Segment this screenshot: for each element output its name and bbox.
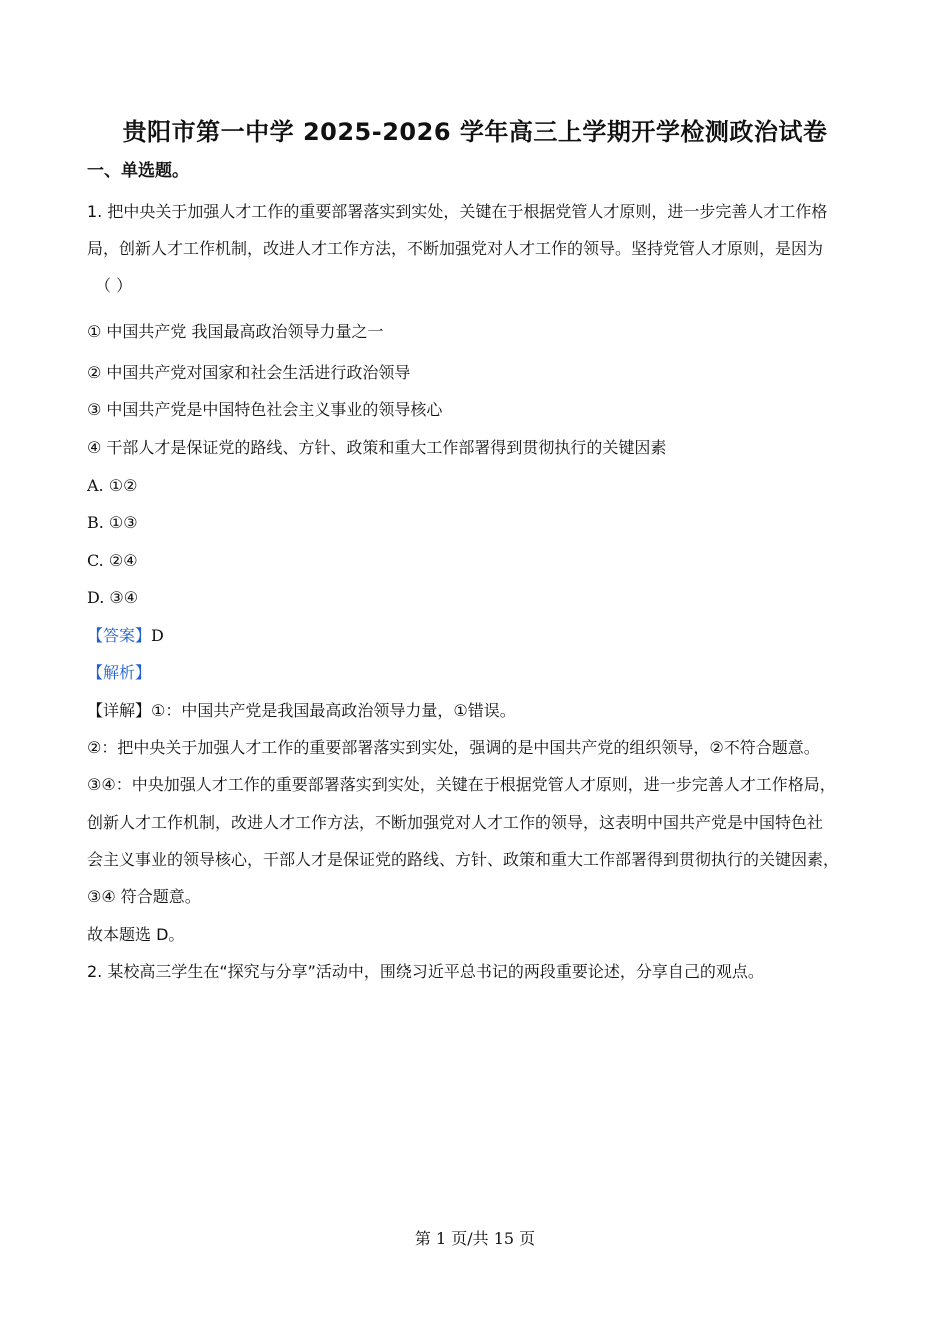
document-title: 贵阳市第一中学 2025-2026 学年高三上学期开学检测政治试卷 — [122, 118, 828, 146]
detail-row-1 — [87, 700, 877, 722]
page-footer: 第 1 页/共 15 页 — [414, 1229, 536, 1248]
conclusion: 故本题选 D。 — [87, 925, 185, 944]
option-b: B. ①③ — [87, 513, 138, 532]
detail-line-1: ①：中国共产党是我国最高政治领导力量，①错误。 — [151, 701, 516, 720]
detail-line-4: 创新人才工作机制，改进人才工作方法，不断加强党对人才工作的领导，这表明中国共产党是中国特色社 — [87, 813, 824, 832]
answer-label: 【答案】 — [87, 626, 152, 645]
option-c: C. ②④ — [87, 551, 138, 570]
analysis-label: 【解析】 — [87, 663, 152, 682]
option-a: A. ①② — [87, 476, 138, 495]
statement-3: ③ 中国共产党是中国特色社会主义事业的领导核心 — [87, 400, 443, 419]
statement-1: ① 中国共产党 我国最高政治领导力量之一 — [87, 322, 384, 341]
question-1-stem-line-1: 1. 把中央关于加强人才工作的重要部署落实到实处，关键在于根据党管人才原则，进一步完善人才工作格 — [87, 202, 828, 221]
question-2-stem-line-1: 2. 某校高三学生在“探究与分享”活动中，围绕习近平总书记的两段重要论述，分享自己的观点。 — [87, 962, 764, 981]
detail-line-2: ②：把中央关于加强人才工作的重要部署落实到实处，强调的是中国共产党的组织领导，②不符合题意。 — [87, 738, 820, 757]
option-d: D. ③④ — [87, 588, 139, 607]
section-heading: 一、单选题。 — [87, 161, 189, 181]
answer-row — [87, 625, 877, 647]
statement-2: ② 中国共产党对国家和社会生活进行政治领导 — [87, 363, 411, 382]
answer-value: D — [151, 626, 164, 645]
detail-line-6: ③④ 符合题意。 — [87, 887, 201, 906]
statement-4: ④ 干部人才是保证党的路线、方针、政策和重大工作部署得到贯彻执行的关键因素 — [87, 438, 667, 457]
detail-label: 【详解】 — [87, 701, 152, 720]
question-1-answer-blank: （ ） — [95, 276, 133, 295]
detail-line-3: ③④：中央加强人才工作的重要部署落实到实处，关键在于根据党管人才原则，进一步完善人才工作格局， — [87, 775, 836, 794]
detail-line-5: 会主义事业的领导核心，干部人才是保证党的路线、方针、政策和重大工作部署得到贯彻执行的关键因素， — [87, 850, 840, 869]
question-1-stem-line-2: 局，创新人才工作机制，改进人才工作方法，不断加强党对人才工作的领导。坚持党管人才原则，是因为 — [87, 239, 824, 258]
